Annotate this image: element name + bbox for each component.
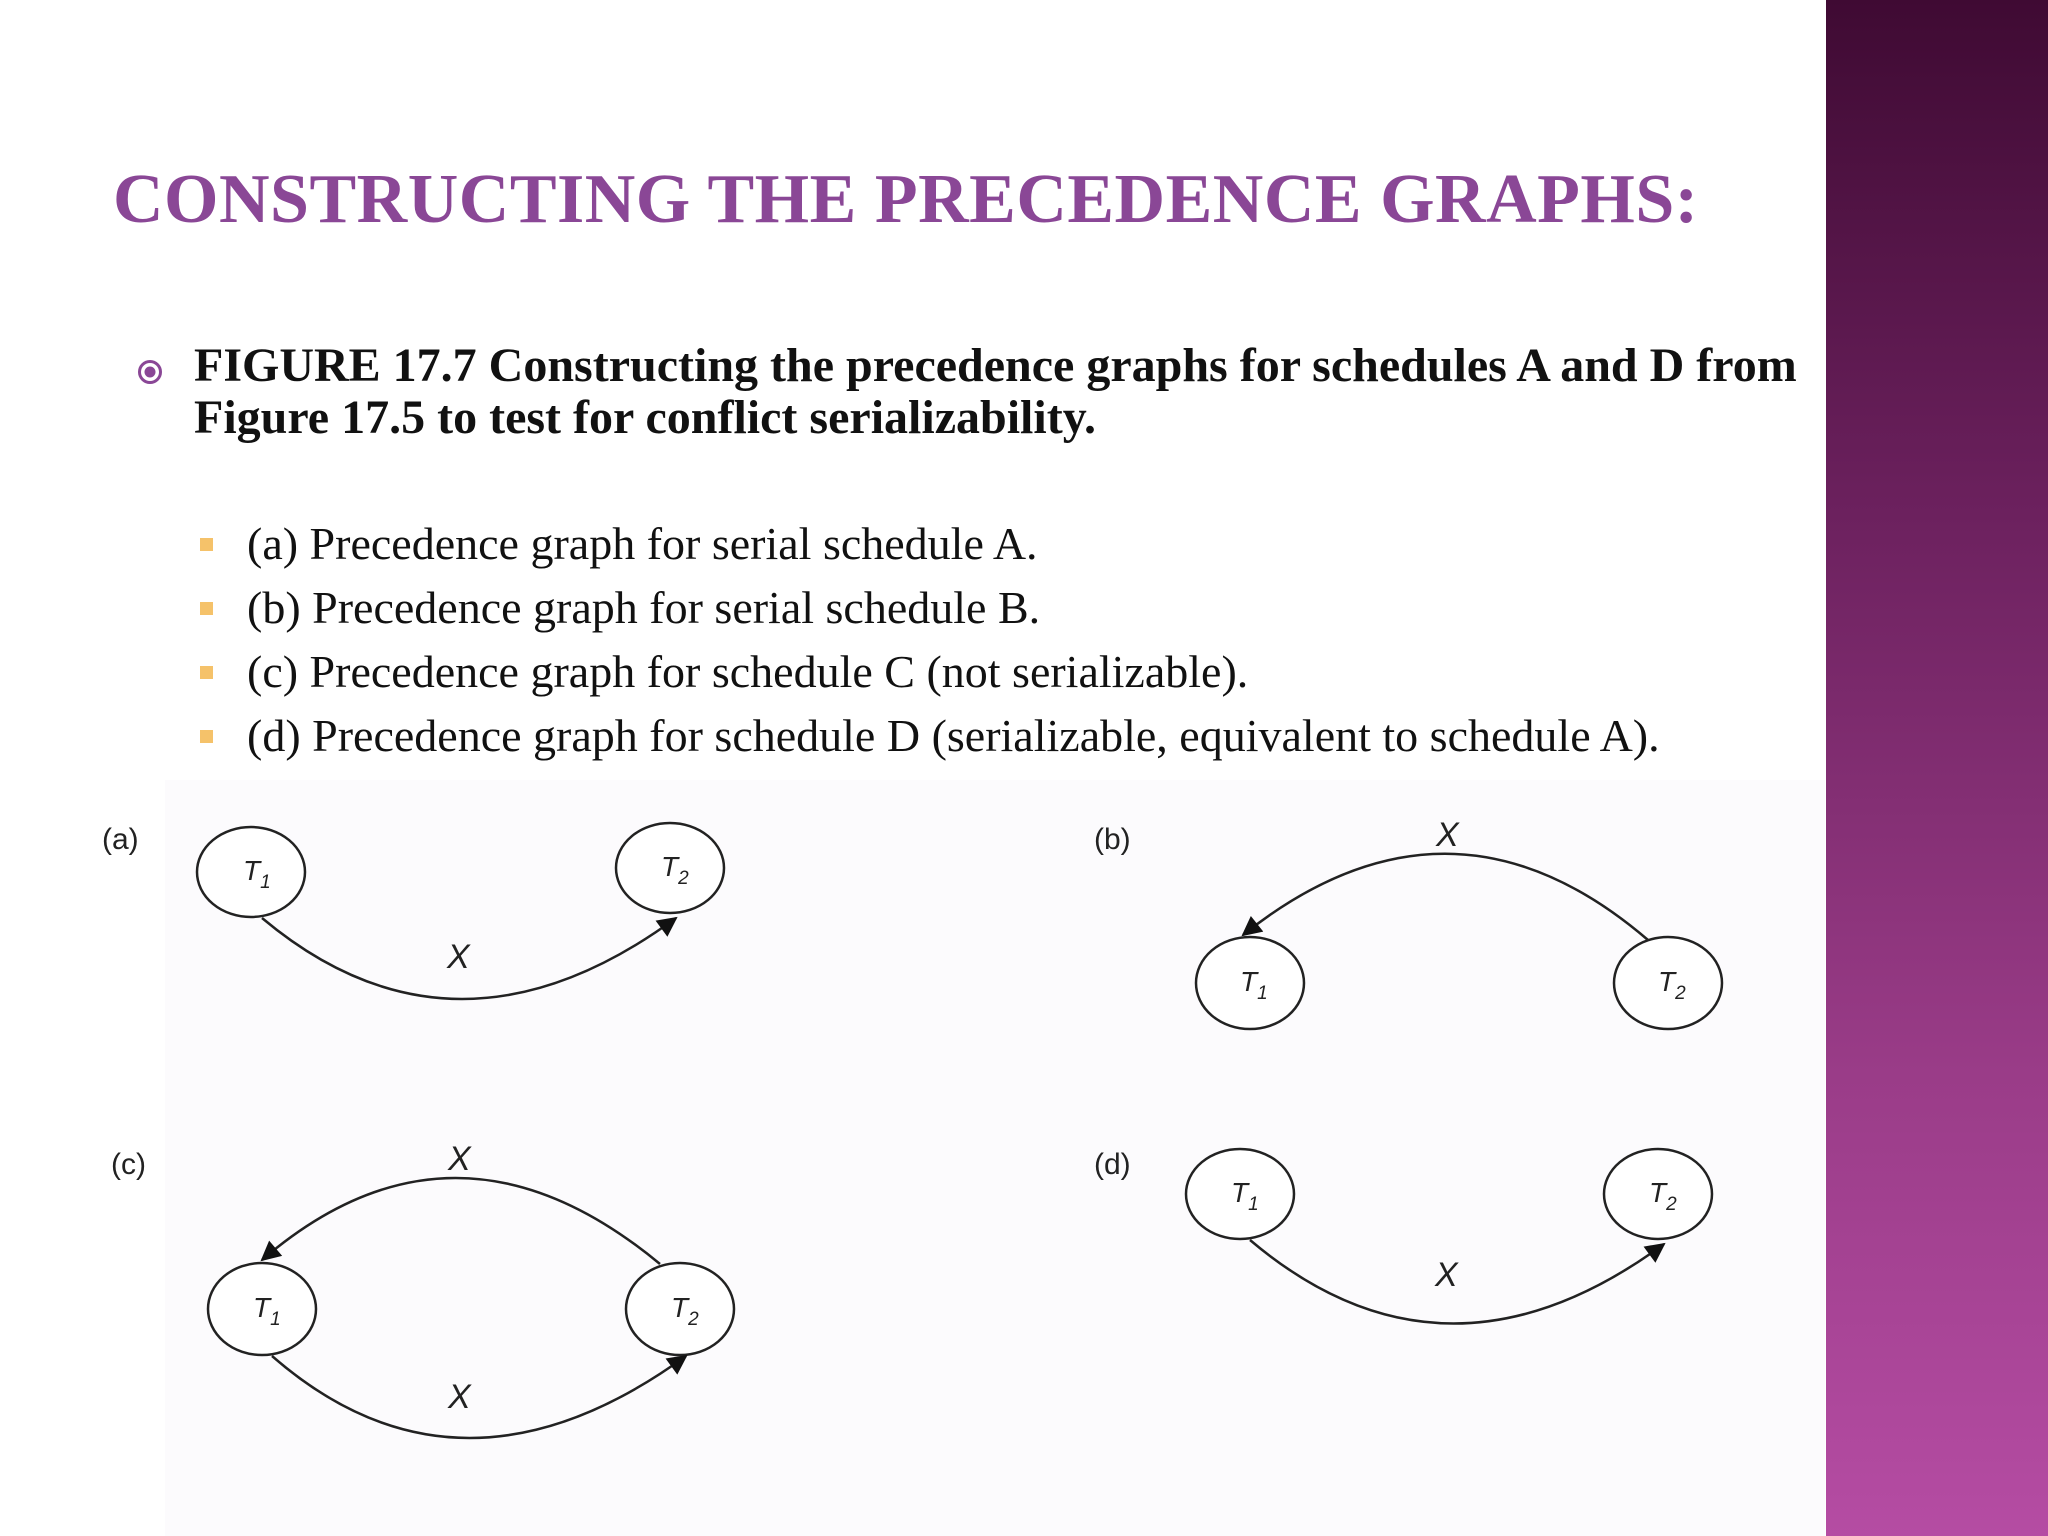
graph-c	[111, 1140, 734, 1438]
graph-d	[1094, 1148, 1712, 1324]
node-t1-label: $T_1$	[1231, 1177, 1259, 1215]
edge-label: X	[448, 1378, 471, 1416]
edge-label: X	[1435, 1256, 1458, 1294]
slide-title: CONSTRUCTING THE PRECEDENCE GRAPHS:	[113, 161, 1699, 238]
list-item-text: (d) Precedence graph for schedule D (serializable, equivalent to schedule A).	[247, 710, 1660, 761]
node-t2-label: $T_2$	[661, 851, 689, 889]
node-t1-label: $T_1$	[243, 855, 271, 893]
edge-label: X	[447, 938, 470, 976]
list-item-text: (c) Precedence graph for schedule C (not serializable).	[247, 646, 1249, 697]
graph-label: (a)	[102, 823, 139, 856]
node-t2-label: $T_2$	[1658, 966, 1686, 1004]
edge-t2-t1	[1243, 854, 1648, 940]
edge-label: X	[448, 1140, 471, 1178]
edge-label: X	[1436, 816, 1459, 854]
graph-label: (c)	[111, 1148, 146, 1181]
node-t1-label: $T_1$	[253, 1292, 281, 1330]
edge-t1-t2	[272, 1356, 686, 1438]
node-t2-label: $T_2$	[1649, 1177, 1677, 1215]
graph-a	[102, 823, 724, 999]
graph-label: (b)	[1094, 823, 1131, 856]
node-t1-label: $T_1$	[1240, 966, 1268, 1004]
node-t2-label: $T_2$	[671, 1292, 699, 1330]
graph-b	[1094, 816, 1722, 1029]
list-item-text: (a) Precedence graph for serial schedule A.	[247, 518, 1038, 569]
figure-caption: FIGURE 17.7 Constructing the precedence graphs for schedules A and D from Figure 17.5 to test for conflict serializability.	[194, 339, 1797, 444]
edge-t2-t1	[262, 1178, 660, 1264]
graph-label: (d)	[1094, 1148, 1131, 1181]
list-item-text: (b) Precedence graph for serial schedule B.	[247, 582, 1041, 633]
